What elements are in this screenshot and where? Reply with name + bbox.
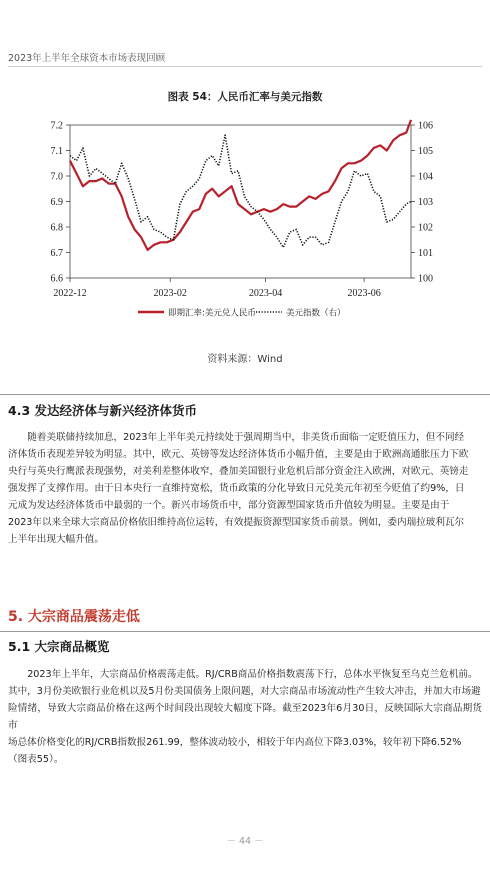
- cny-rate-line: [70, 120, 411, 250]
- y-right-tick-label: 101: [418, 248, 433, 259]
- section-divider: [0, 394, 490, 395]
- page-number: － 44 －: [226, 836, 264, 847]
- x-tick-label: 2023-06: [347, 288, 381, 299]
- paragraph-line: 场总体价格变化的RJ/CRB指数报261.99，整体波动较小，相较于年内高位下降3.03%，较年初下降6.52%: [8, 737, 462, 748]
- dollar-index-line: [70, 135, 411, 247]
- header-divider: [8, 66, 482, 67]
- section-5-heading: 5. 大宗商品震荡走低: [8, 609, 140, 625]
- y-right-tick-label: 100: [418, 273, 433, 285]
- section-4-3-body: [8, 429, 482, 548]
- y-left-tick-label: 6.8: [50, 222, 63, 234]
- y-right-tick-label: 104: [418, 171, 433, 183]
- y-left-tick-label: 7.1: [50, 146, 63, 157]
- legend-label-dxy: 美元指数（右）: [286, 308, 346, 319]
- section-4-3-heading: 4.3 发达经济体与新兴经济体货币: [8, 403, 197, 418]
- y-left-tick-label: 7.0: [50, 171, 63, 183]
- paragraph-line: 上半年出现大幅升值。: [8, 534, 104, 545]
- y-right-tick-label: 103: [418, 197, 433, 208]
- paragraph-line: 元成为发达经济体货币中最弱的一个。新兴市场货币中，部分资源型国家货币升值较为明显。主要是由于: [8, 500, 450, 511]
- y-left-tick-label: 7.2: [50, 120, 63, 132]
- paragraph-line: 2023年以来全球大宗商品价格依旧维持高位运转，有效提振资源型国家货币前景。例如，委内瑞拉玻利瓦尔: [8, 517, 465, 528]
- paragraph-line: 央行与英央行鹰派表现强势，对美利差整体收窄，叠加美国银行业危机后部分资金注入欧洲，对欧元、英镑走: [8, 466, 469, 477]
- x-tick-label: 2022-12: [53, 288, 87, 299]
- paragraph-line: 其中，3月份美欧银行业危机以及5月份美国债务上限问题，对大宗商品市场流动性产生较大冲击，并加大市场避: [8, 686, 481, 697]
- section-divider: [0, 631, 490, 632]
- running-header: 2023年上半年全球资本市场表现回顾: [8, 53, 166, 64]
- section-5-1-body: [8, 666, 482, 768]
- paragraph-line: 险情绪，导致大宗商品价格在这两个时间段出现较大幅度下降。截至2023年6月30日，反映国际大宗商品期货市: [8, 703, 482, 731]
- paragraph-line: 强发挥了支撑作用。由于日本央行一直维持宽松，货币政策的分化导致日元兑美元年初至今贬值了约9%，日: [8, 483, 465, 494]
- figure-source: 资料来源：Wind: [207, 354, 283, 365]
- paragraph-line: （图表55）。: [8, 754, 64, 765]
- y-left-tick-label: 6.7: [50, 248, 63, 259]
- y-right-tick-label: 102: [418, 222, 433, 234]
- y-right-tick-label: 105: [418, 146, 433, 157]
- plot-frame: [70, 125, 411, 278]
- y-left-tick-label: 6.9: [50, 197, 63, 208]
- exchange-rate-chart: [0, 112, 490, 344]
- paragraph-line: 随着美联储持续加息，2023年上半年美元持续处于强周期当中，非美货币面临一定贬值压力，但不同经: [27, 432, 465, 443]
- section-5-1-heading: 5.1 大宗商品概览: [8, 639, 110, 654]
- paragraph-line: 2023年上半年，大宗商品价格震荡走低。RJ/CRB商品价格指数震荡下行，总体水平恢复至乌克兰危机前。: [27, 669, 478, 680]
- x-tick-label: 2023-02: [153, 288, 187, 299]
- figure-title: 图表 54：人民币汇率与美元指数: [167, 91, 323, 103]
- y-left-tick-label: 6.6: [50, 273, 63, 285]
- x-tick-label: 2023-04: [248, 288, 283, 299]
- y-right-tick-label: 106: [418, 120, 433, 132]
- paragraph-line: 济体货币表现差异较为明显。其中，欧元、英镑等发达经济体货币小幅升值，主要是由于欧洲高通胀压力下欧: [8, 449, 469, 460]
- legend-label-cny: 即期汇率:美元兑人民币: [168, 308, 256, 319]
